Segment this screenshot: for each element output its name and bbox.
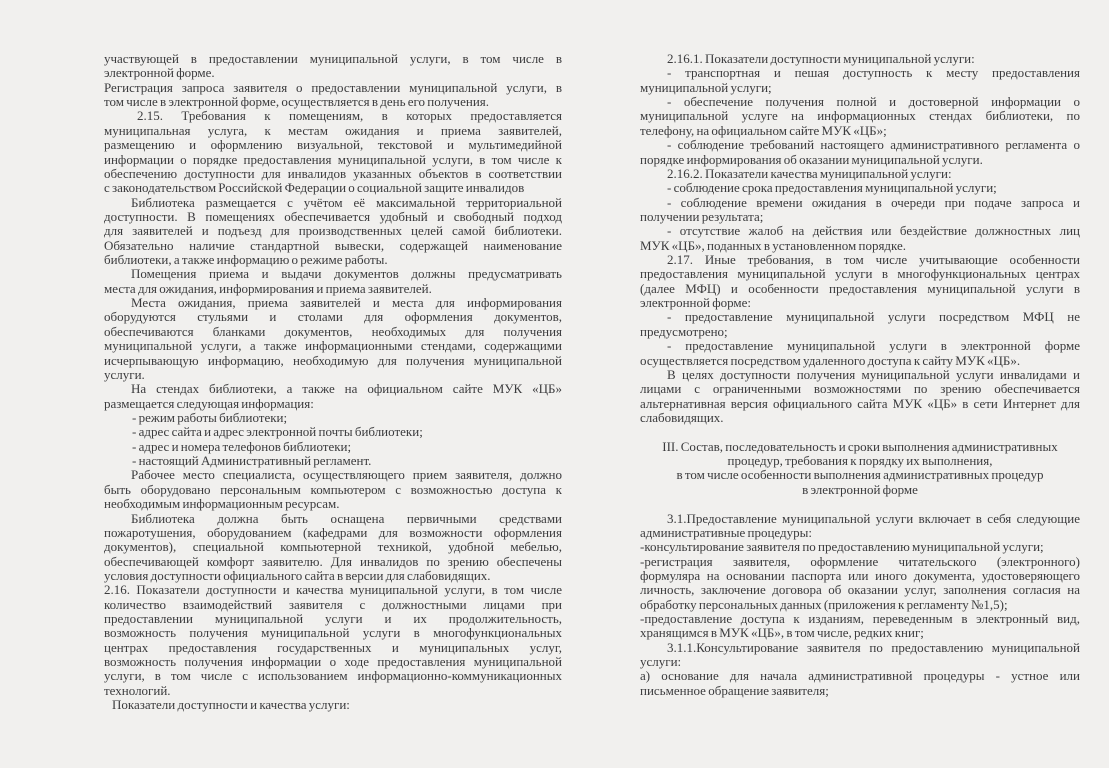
text-line: - соблюдение времени ожидания в очереди при подаче запроса и — [667, 194, 1080, 210]
text-line: доступности. В помещениях обеспечивается удобный и свободный подход — [104, 208, 562, 224]
text-line: Рабочее место специалиста, осуществляющего прием заявителя, должно — [131, 467, 562, 483]
text-line: 2.15. Требования к помещениям, в которых предоставляется — [137, 108, 562, 124]
paragraph — [640, 138, 1080, 167]
list-item — [104, 440, 562, 454]
text-line: возможность получения муниципальной услуги в многофункциональных — [104, 625, 562, 641]
text-line: - соблюдение требований настоящего административного регламента о — [667, 137, 1080, 153]
text-line: - настоящий Административный регламент. — [132, 453, 372, 469]
text-line: Места ожидания, приема заявителей и места для информирования — [131, 295, 562, 311]
text-line: размещению и оформлению визуальной, текстовой и мультимедийной — [104, 137, 562, 153]
text-line: документов), специальной компьютерной техникой, удобной мебелью, — [104, 539, 562, 555]
text-line: В целях доступности получения муниципальной услуги инвалидами и — [667, 366, 1080, 382]
text-line: - предоставление муниципальной услуги в электронной форме — [667, 338, 1080, 354]
text-line: личность, заключение договора об оказании услуг, заполнения согласия на — [640, 582, 1080, 598]
text-line: в том числе особенности выполнения административных процедур — [676, 467, 1044, 483]
text-line: в электронной форме — [802, 481, 918, 497]
text-line: услуги, в том числе с использованием информационно-коммуникационных — [104, 668, 562, 684]
text-line: исчерпывающую информацию, необходимую для получения муниципальной — [104, 352, 562, 368]
text-line: Регистрация запроса заявителя о предоставлении муниципальной услуги, в — [104, 79, 562, 95]
paragraph — [640, 181, 1080, 195]
text-line: пожаротушения, оборудованием (кафедрами для возможности оформления — [104, 524, 562, 540]
paragraph — [104, 196, 562, 268]
paragraph — [640, 52, 1080, 66]
text-line: -регистрация заявителя, оформление читательского (электронного) — [640, 553, 1080, 569]
text-line: слабовидящих. — [640, 409, 724, 425]
text-line: - режим работы библиотеки; — [132, 409, 288, 425]
paragraph — [640, 196, 1080, 225]
paragraph — [104, 81, 562, 110]
text-line: электронной форме: — [640, 295, 752, 311]
section-heading — [640, 440, 1080, 497]
text-line: оборудуются стульями и столами для оформления документов, — [104, 309, 562, 325]
paragraph — [640, 253, 1080, 310]
text-line: 2.17. Иные требования, в том числе учитывающие особенности — [667, 252, 1080, 268]
text-line: письменное обращение заявителя; — [640, 682, 829, 698]
text-line: МУК «ЦБ», поданных в установленном порядке. — [640, 237, 907, 253]
paragraph — [640, 310, 1080, 339]
text-line: III. Состав, последовательность и сроки выполнения административных — [662, 438, 1058, 454]
text-line: административные процедуры: — [640, 524, 812, 540]
text-line: - транспортная и пешая доступность к месту предоставления — [667, 65, 1080, 81]
text-line: - обеспечение получения полной и достоверной информации о — [667, 94, 1080, 110]
paragraph — [640, 95, 1080, 138]
list-item — [104, 411, 562, 425]
paragraph — [104, 382, 562, 411]
text-line: обработку персональных данных (приложения к регламенту №1,5); — [640, 596, 1008, 612]
text-line: Обязательно наличие стандартной вывески, содержащей наименование — [104, 237, 562, 253]
right-column — [640, 52, 1080, 698]
text-line: предусмотрено; — [640, 323, 728, 339]
text-line: - адрес и номера телефонов библиотеки; — [132, 438, 352, 454]
text-line: муниципальная услуга, к местам ожидания и приема заявителей, — [104, 122, 562, 138]
paragraph — [640, 555, 1080, 612]
list-item — [104, 425, 562, 439]
text-line: - соблюдение срока предоставления муниципальной услуги; — [667, 180, 997, 196]
text-line: - отсутствие жалоб на действия или бездействие должностных лиц — [667, 223, 1080, 239]
spacer — [640, 425, 1080, 439]
text-line: для заявителей и подъезд для производственных целей самой библиотеки. — [104, 223, 562, 239]
paragraph — [640, 167, 1080, 181]
text-line: Библиотека размещается с учётом её максимальной территориальной — [131, 194, 562, 210]
text-line: количество взаимодействий заявителя с должностными лицами при — [104, 596, 562, 612]
text-line: -предоставление доступа к изданиям, переведенным в электронный вид, — [640, 611, 1080, 627]
text-line: 3.1.1.Консультирование заявителя по предоставлению муниципальной — [667, 639, 1080, 655]
text-line: 2.16. Показатели доступности и качества муниципальной услуги, в том числе — [104, 582, 562, 598]
left-column — [104, 52, 562, 713]
text-line: муниципальной услуги, а также информационными стендами, содержащими — [104, 338, 562, 354]
paragraph — [104, 296, 562, 382]
paragraph — [640, 339, 1080, 368]
paragraph — [640, 224, 1080, 253]
text-line: телефону, на официальном сайте МУК «ЦБ»; — [640, 122, 887, 138]
text-line: муниципальной услуге на информационных стендах библиотеки, по — [640, 108, 1080, 124]
text-line: технологий. — [104, 682, 171, 698]
paragraph — [104, 698, 562, 712]
paragraph — [104, 52, 562, 81]
text-line: Показатели доступности и качества услуги: — [112, 697, 350, 713]
paragraph — [104, 468, 562, 511]
text-line: размещается следующая информация: — [104, 395, 314, 411]
text-line: предоставления муниципальной услуги в многофункциональных центрах — [640, 266, 1080, 282]
text-line: 2.16.2. Показатели качества муниципальной услуги: — [667, 165, 952, 181]
paragraph — [640, 66, 1080, 95]
text-line: - адрес сайта и адрес электронной почты библиотеки; — [132, 424, 423, 440]
text-line: процедур, требования к порядку их выполнения, — [727, 453, 993, 469]
text-line: муниципальной услуги; — [640, 79, 772, 95]
text-line: с законодательством Российской Федерации о социальной защите инвалидов — [104, 180, 525, 196]
text-line: участвующей в предоставлении муниципальной услуги, в том числе в — [104, 51, 562, 66]
text-line: - предоставление муниципальной услуги посредством МФЦ не — [667, 309, 1080, 325]
text-line: (далее МФЦ) и особенности предоставления муниципальной услуги в — [640, 280, 1080, 296]
text-line: а) основание для начала административной процедуры - устное или — [640, 668, 1080, 684]
paragraph — [104, 109, 562, 195]
text-line: возможность получения информации о ходе предоставления муниципальной — [104, 654, 562, 670]
text-line: -консультирование заявителя по предоставлению муниципальной услуги; — [640, 539, 1044, 555]
text-line: условия доступности официального сайта в версии для слабовидящих. — [104, 567, 491, 583]
text-line: услуги: — [640, 654, 682, 670]
text-line: обеспечению доступности для инвалидов указанных объектов в соответствии — [104, 165, 562, 181]
text-line: Библиотека должна быть оснащена первичными средствами — [131, 510, 562, 526]
text-line: альтернативная версия официального сайта МУК «ЦБ» в сети Интернет для — [640, 395, 1080, 411]
text-line: библиотеки, а также информацию о режиме работы. — [104, 252, 388, 268]
text-line: лицами с ограниченными возможностями по зрению обеспечивается — [640, 381, 1080, 397]
text-line: порядке информирования об оказании муниципальной услуги. — [640, 151, 983, 167]
text-line: Помещения приема и выдачи документов должны предусматривать — [131, 266, 562, 282]
paragraph — [640, 540, 1080, 554]
text-line: услуги. — [104, 366, 145, 382]
text-line: необходимым информационным ресурсам. — [104, 496, 340, 512]
list-item — [104, 454, 562, 468]
paragraph — [640, 641, 1080, 670]
text-line: центрах предоставления государственных и муниципальных услуг, — [104, 639, 562, 655]
text-line: получении результата; — [640, 208, 764, 224]
text-line: предоставлении муниципальной услуги и их продолжительность, — [104, 611, 562, 627]
paragraph — [640, 368, 1080, 425]
text-line: места для ожидания, информирования и приема заявителей. — [104, 280, 432, 296]
paragraph — [104, 583, 562, 698]
text-line: формуляра на основании паспорта или иного документа, удостоверяющего — [640, 567, 1080, 583]
text-line: 3.1.Предоставление муниципальной услуги включает в себя следующие — [667, 510, 1080, 526]
text-line: хранящимся в МУК «ЦБ», в том числе, редких книг; — [640, 625, 924, 641]
paragraph — [104, 267, 562, 296]
paragraph — [104, 512, 562, 584]
paragraph — [640, 512, 1080, 541]
text-line: На стендах библиотеки, а также на официальном сайте МУК «ЦБ» — [131, 381, 562, 397]
text-line: информации о порядке предоставления муниципальной услуги, в том числе к — [104, 151, 562, 167]
text-line: электронной форме. — [104, 65, 215, 81]
paragraph — [640, 669, 1080, 698]
text-line: быть оборудовано персональным компьютером с возможностью доступа к — [104, 481, 562, 497]
text-line: обеспечиваются бланками документов, необходимых для получения — [104, 323, 562, 339]
paragraph — [640, 612, 1080, 641]
text-line: 2.16.1. Показатели доступности муниципальной услуги: — [667, 51, 975, 66]
spacer — [640, 497, 1080, 511]
text-line: осуществляется посредством удаленного доступа к сайту МУК «ЦБ». — [640, 352, 1021, 368]
text-line: том числе в электронной форме, осуществляется в день его получения. — [104, 94, 490, 110]
text-line: обеспечивающей комфорт заявителю. Для инвалидов по зрению обеспечены — [104, 553, 562, 569]
